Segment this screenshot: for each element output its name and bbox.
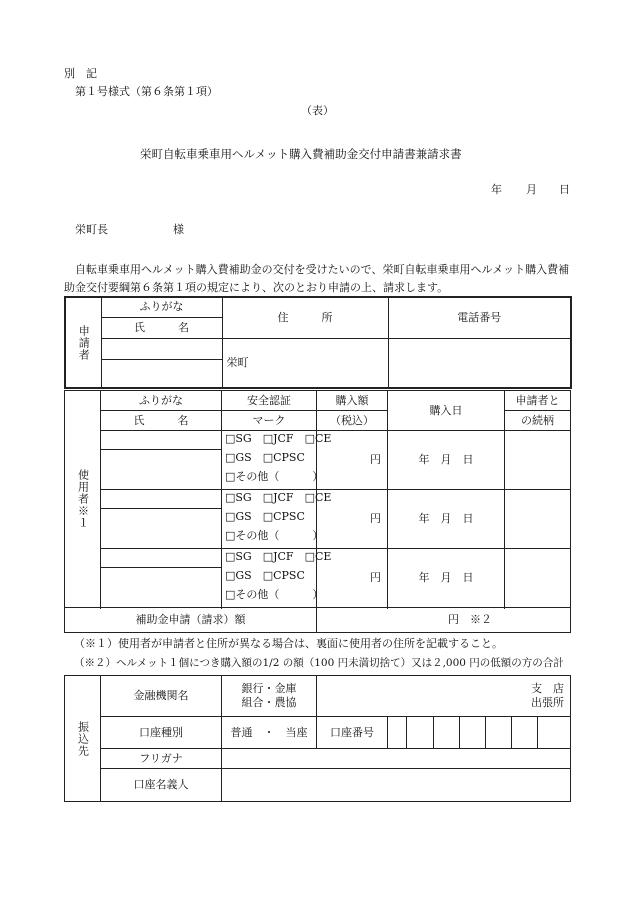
users-furigana-label: ふりがな (101, 391, 222, 411)
user-3-yen-unit: 円 (370, 571, 381, 584)
bank-type-options[interactable] (222, 676, 317, 717)
applicant-address-label: 住 所 (222, 297, 388, 338)
user-3-date-field[interactable] (388, 549, 505, 608)
date-day: 日 (559, 183, 570, 196)
user-3-mark-line-3[interactable]: □その他（ ） (225, 587, 324, 601)
applicant-address-value: 栄町 (226, 355, 249, 369)
user-1-furigana-field[interactable] (101, 431, 222, 450)
user-1-mark-line-3[interactable]: □その他（ ） (225, 469, 324, 483)
applicant-furigana-label: ふりがな (101, 297, 222, 317)
user-2-name-field[interactable] (101, 509, 222, 549)
user-1-date-units: 年 月 日 (418, 453, 474, 466)
account-number-label: 口座番号 (317, 717, 388, 749)
bank-type-1[interactable]: 銀行・金庫 (241, 682, 297, 695)
account-digit-3[interactable] (434, 717, 460, 749)
applicant-phone-field[interactable] (388, 338, 571, 388)
date-month: 月 (526, 183, 537, 196)
account-digit-1[interactable] (388, 717, 407, 749)
applicant-phone-label: 電話番号 (388, 297, 571, 338)
user-3-relation-field[interactable] (505, 549, 571, 608)
account-digit-4[interactable] (460, 717, 486, 749)
user-2-yen-unit: 円 (370, 512, 381, 525)
account-type-options[interactable]: 普通 ・ 当座 (222, 717, 317, 749)
account-holder-field[interactable] (222, 769, 571, 802)
bank-name-label: 金融機関名 (101, 676, 222, 717)
user-2-date-units: 年 月 日 (418, 512, 474, 525)
user-1-yen-unit: 円 (370, 453, 381, 466)
user-2-date-field[interactable] (388, 490, 505, 549)
account-holder-label: 口座名義人 (101, 769, 222, 802)
applicant-name-label: 氏 名 (101, 317, 222, 338)
users-mark-label-2: マーク (222, 411, 317, 431)
branch-type-1[interactable]: 支 店 (531, 682, 564, 695)
account-digit-6[interactable] (512, 717, 538, 749)
note-1: （※１）使用者が申請者と住所が異なる場合は、裏面に使用者の住所を記載すること。 (74, 637, 503, 650)
account-digit-2[interactable] (407, 717, 434, 749)
user-1-relation-field[interactable] (505, 431, 571, 490)
transfer-table (64, 675, 571, 802)
applicant-name-field[interactable] (101, 359, 222, 388)
user-2-mark-line-3[interactable]: □その他（ ） (225, 528, 324, 542)
user-3-date-units: 年 月 日 (418, 571, 474, 584)
user-3-mark-line-2[interactable]: □GS □CPSC (225, 568, 305, 582)
kana-label: フリガナ (101, 749, 222, 769)
bank-branch-field[interactable] (317, 676, 571, 717)
user-1-mark-line-2[interactable]: □GS □CPSC (225, 450, 305, 464)
user-1-mark-line-1[interactable]: □SG □JCF □CE (225, 431, 332, 445)
kana-field[interactable] (222, 749, 571, 769)
users-table (64, 390, 571, 633)
users-mark-label-1: 安全認証 (222, 391, 317, 411)
users-relation-label-1: 申請者と (505, 391, 571, 411)
account-digit-7[interactable] (538, 717, 571, 749)
subsidy-amount-field[interactable] (317, 608, 571, 633)
users-price-label-2: （税込） (317, 411, 388, 431)
account-digit-5[interactable] (486, 717, 512, 749)
betsu-ki: 別 記 (64, 67, 97, 80)
date-year: 年 (491, 183, 502, 196)
side-label: （表） (301, 104, 334, 117)
user-1-date-field[interactable] (388, 431, 505, 490)
intro-line-1: 自転車乗車用ヘルメット購入費補助金の交付を受けたいので、栄町自転車乗車用ヘルメット購入費補 (75, 263, 570, 276)
form-title: 栄町自転車乗車用ヘルメット購入費補助金交付申請書兼請求書 (140, 147, 462, 161)
users-name-label: 氏 名 (101, 411, 222, 431)
note-2: （※２）ヘルメット１個につき購入額の1/2 の額（100 円未満切捨て）又は２,000 円の低額の方の合計 (74, 657, 564, 669)
user-1-marks[interactable] (222, 431, 332, 490)
intro-line-2: 助金交付要綱第６条第１項の規定により、次のとおり申請の上、請求します。 (64, 281, 449, 294)
user-1-name-field[interactable] (101, 450, 222, 490)
applicant-section-label: 申請者 (65, 297, 101, 388)
user-3-name-field[interactable] (101, 568, 222, 608)
users-section-label: 使用者※１ (65, 391, 101, 608)
applicant-table (64, 296, 572, 389)
bank-type-2[interactable]: 組合・農協 (241, 696, 297, 709)
branch-type-2[interactable]: 出張所 (531, 696, 564, 709)
user-2-mark-line-2[interactable]: □GS □CPSC (225, 509, 305, 523)
subsidy-unit: 円 ※２ (448, 613, 492, 626)
user-3-marks[interactable] (222, 549, 332, 608)
transfer-section-label: 振込先 (65, 676, 101, 802)
user-2-relation-field[interactable] (505, 490, 571, 549)
user-2-marks[interactable] (222, 490, 332, 549)
subsidy-label: 補助金申請（請求）額 (65, 608, 317, 633)
users-relation-label-2: の続柄 (505, 411, 571, 431)
user-2-mark-line-1[interactable]: □SG □JCF □CE (225, 490, 332, 504)
user-2-furigana-field[interactable] (101, 490, 222, 509)
honorific: 様 (173, 223, 184, 236)
form-number: 第１号様式（第６条第１項） (75, 85, 218, 98)
user-3-furigana-field[interactable] (101, 549, 222, 568)
applicant-address-field[interactable] (222, 338, 388, 388)
addressee: 栄町長 (75, 223, 108, 236)
account-type-label: 口座種別 (101, 717, 222, 749)
users-price-label-1: 購入額 (317, 391, 388, 411)
users-date-label: 購入日 (388, 391, 505, 431)
applicant-furigana-field[interactable] (101, 338, 222, 359)
user-3-mark-line-1[interactable]: □SG □JCF □CE (225, 549, 332, 563)
